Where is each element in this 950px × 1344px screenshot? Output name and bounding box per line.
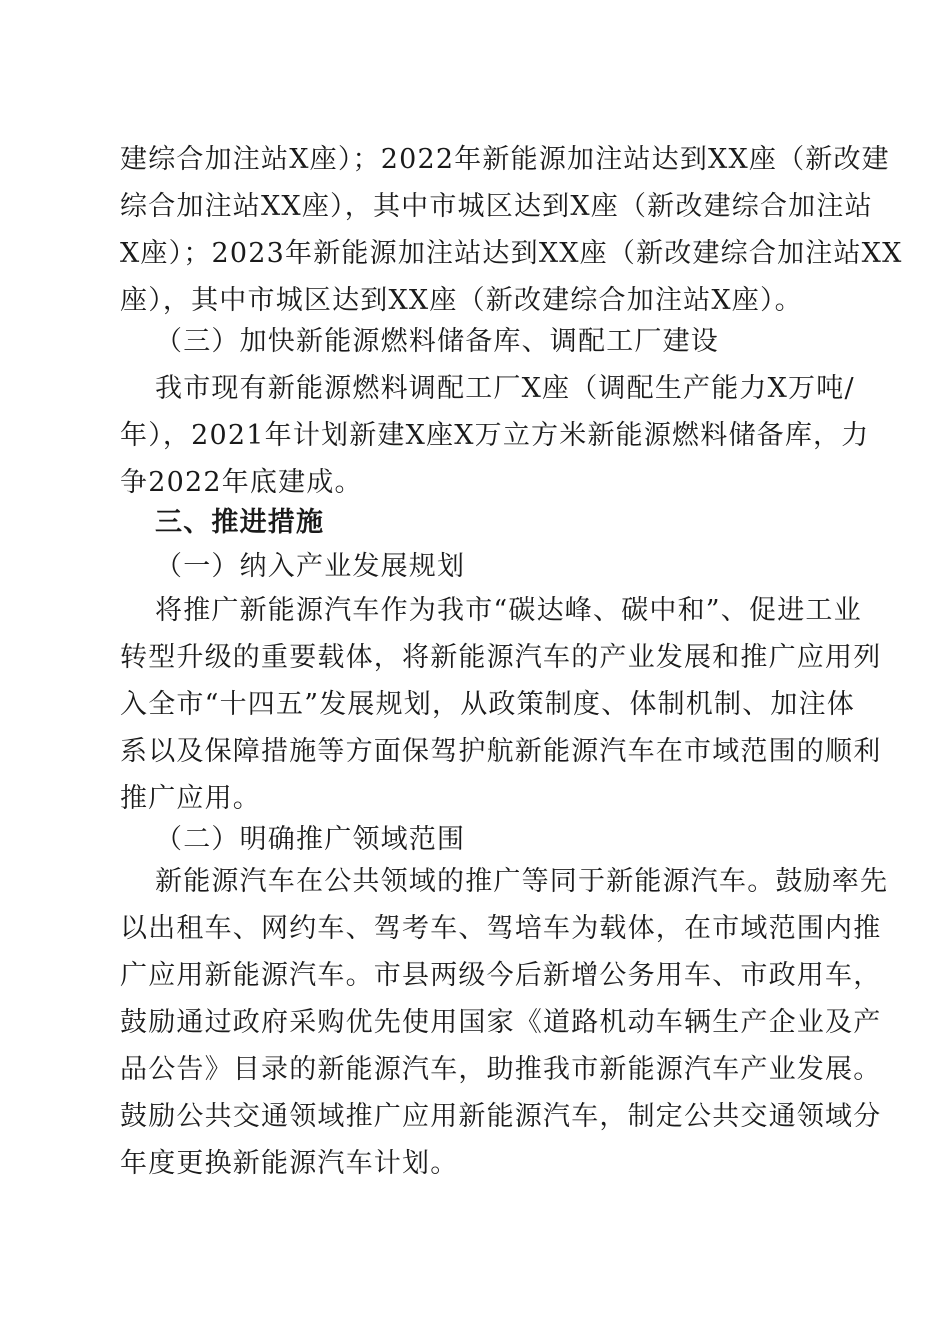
paragraph-line: 入全市“十四五”发展规划，从政策制度、体制机制、加注体 [120, 689, 856, 720]
paragraph-line: 新能源汽车在公共领域的推广等同于新能源汽车。鼓励率先 [155, 866, 889, 897]
section-heading: 三、推进措施 [155, 507, 325, 538]
paragraph-line: 将推广新能源汽车作为我市“碳达峰、碳中和”、促进工业 [155, 595, 862, 626]
paragraph-line: X座）；2023年新能源加注站达到XX座（新改建综合加注站XX [120, 238, 903, 269]
paragraph-line: 转型升级的重要载体，将新能源汽车的产业发展和推广应用列 [120, 642, 882, 673]
paragraph-line: 我市现有新能源燃料调配工厂X座（调配生产能力X万吨/ [155, 373, 855, 404]
paragraph-line: 广应用新能源汽车。市县两级今后新增公务用车、市政用车， [120, 960, 882, 991]
section-subheading: （二）明确推广领域范围 [155, 824, 466, 855]
section-subheading: （一）纳入产业发展规划 [155, 551, 466, 582]
paragraph-line: 年），2021年计划新建X座X万立方米新能源燃料储备库，力 [120, 420, 870, 451]
paragraph-line: 综合加注站XX座），其中市城区达到X座（新改建综合加注站 [120, 191, 873, 222]
paragraph-line: 品公告》目录的新能源汽车，助推我市新能源汽车产业发展。 [120, 1054, 882, 1085]
paragraph-line: 建综合加注站X座）；2022年新能源加注站达到XX座（新改建 [120, 144, 890, 175]
paragraph-line: 年度更换新能源汽车计划。 [120, 1148, 459, 1179]
paragraph-line: 争2022年底建成。 [120, 467, 363, 498]
paragraph-line: 座），其中市城区达到XX座（新改建综合加注站X座）。 [120, 285, 803, 316]
section-subheading: （三）加快新能源燃料储备库、调配工厂建设 [155, 326, 719, 357]
paragraph-line: 鼓励公共交通领域推广应用新能源汽车，制定公共交通领域分 [120, 1101, 882, 1132]
paragraph-line: 鼓励通过政府采购优先使用国家《道路机动车辆生产企业及产 [120, 1007, 882, 1038]
paragraph-line: 推广应用。 [120, 783, 261, 814]
paragraph-line: 以出租车、网约车、驾考车、驾培车为载体，在市域范围内推 [120, 913, 882, 944]
paragraph-line: 系以及保障措施等方面保驾护航新能源汽车在市域范围的顺利 [120, 736, 882, 767]
